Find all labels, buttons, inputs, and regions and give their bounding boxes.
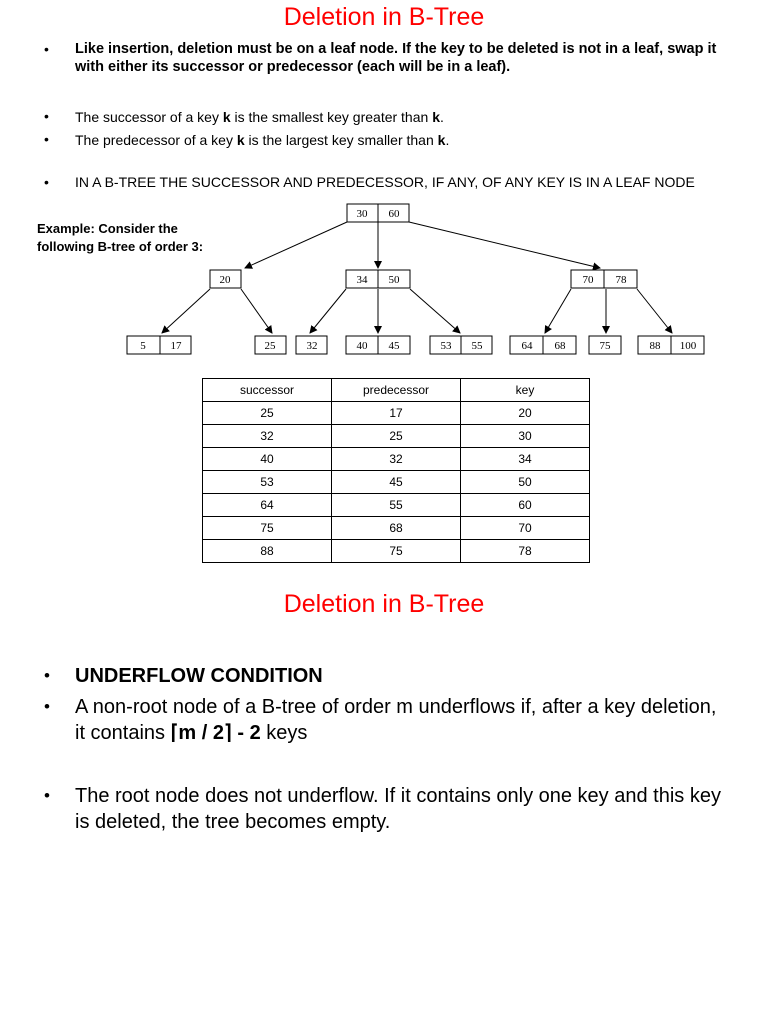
key-label: 88 xyxy=(649,340,661,352)
table-row xyxy=(203,494,590,517)
bullet-text-leaf-deletion: Like insertion, deletion must be on a leaf node. If the key to be deleted is not in a leaf, swap it with either its successor or predecessor (each will be in a leaf). xyxy=(75,41,717,75)
table-cell: 32 xyxy=(203,425,332,448)
bullet-text-root-node: The root node does not underflow. If it contains only one key and this key is deleted, the tree becomes empty. xyxy=(75,785,721,833)
key-label: 55 xyxy=(471,340,483,352)
example-caption: Example: Consider the following B-tree of order 3: xyxy=(37,221,204,254)
edge xyxy=(637,289,672,333)
column-header: successor xyxy=(203,379,332,402)
bullet-marker: • xyxy=(44,174,49,190)
bullet-text-underflow-heading: UNDERFLOW CONDITION xyxy=(75,665,323,687)
column-header: predecessor xyxy=(332,379,461,402)
table-cell: 25 xyxy=(332,425,461,448)
bullet-marker: • xyxy=(44,786,50,805)
key-label: 45 xyxy=(388,340,400,352)
table-row xyxy=(203,471,590,494)
table-cell: 75 xyxy=(203,517,332,540)
table-row xyxy=(203,425,590,448)
key-label: 30 xyxy=(356,208,368,220)
column-header: key xyxy=(461,379,590,402)
key-label: 20 xyxy=(219,274,231,286)
table-cell: 55 xyxy=(332,494,461,517)
key-label: 34 xyxy=(356,274,368,286)
table-cell: 70 xyxy=(461,517,590,540)
key-label: 68 xyxy=(554,340,566,352)
key-label: 60 xyxy=(388,208,400,220)
key-label: 5 xyxy=(140,340,146,352)
bullet-marker: • xyxy=(44,131,49,147)
slide-title: Deletion in B-Tree xyxy=(283,3,485,31)
edge xyxy=(310,289,346,333)
table-cell: 32 xyxy=(332,448,461,471)
key-label: 100 xyxy=(679,340,697,352)
edge xyxy=(162,289,210,333)
table-cell: 68 xyxy=(332,517,461,540)
table-cell: 30 xyxy=(461,425,590,448)
key-label: 78 xyxy=(615,274,627,286)
table-cell: 53 xyxy=(203,471,332,494)
key-label: 17 xyxy=(170,340,182,352)
bullet-marker: • xyxy=(44,108,49,124)
table-row xyxy=(203,540,590,563)
key-label: 53 xyxy=(440,340,452,352)
key-label: 32 xyxy=(306,340,318,352)
bullet-text-leaf-node: IN A B-TREE THE SUCCESSOR AND PREDECESSOR, IF ANY, OF ANY KEY IS IN A LEAF NODE xyxy=(75,174,695,190)
table-cell: 20 xyxy=(461,402,590,425)
slide-title: Deletion in B-Tree xyxy=(283,590,485,618)
btree-diagram xyxy=(0,200,768,365)
key-label: 25 xyxy=(264,340,276,352)
table-cell: 50 xyxy=(461,471,590,494)
bullet-marker: • xyxy=(44,666,50,685)
table-header-row xyxy=(203,379,590,402)
edge xyxy=(545,289,571,333)
key-label: 70 xyxy=(582,274,594,286)
table-row xyxy=(203,517,590,540)
key-label: 64 xyxy=(521,340,533,352)
table-cell: 40 xyxy=(203,448,332,471)
table-cell: 75 xyxy=(332,540,461,563)
table-cell: 78 xyxy=(461,540,590,563)
key-label: 50 xyxy=(388,274,400,286)
bullet-text-predecessor: The predecessor of a key k is the largest key smaller than k. xyxy=(75,132,450,148)
table-cell: 34 xyxy=(461,448,590,471)
table-cell: 64 xyxy=(203,494,332,517)
table-cell: 17 xyxy=(332,402,461,425)
bullet-marker: • xyxy=(44,697,50,716)
edge xyxy=(245,222,347,268)
bullet-text-successor: The successor of a key k is the smallest key greater than k. xyxy=(75,109,444,125)
bullet-text-underflow-rule: A non-root node of a B-tree of order m underflows if, after a key deletion, it contains ⌈m / 2⌉ - 2 keys xyxy=(75,696,717,744)
bullet-marker: • xyxy=(44,41,49,57)
table-row xyxy=(203,402,590,425)
successor-predecessor-table xyxy=(202,378,590,563)
table-cell: 45 xyxy=(332,471,461,494)
key-label: 75 xyxy=(599,340,611,352)
table-cell: 60 xyxy=(461,494,590,517)
table-cell: 25 xyxy=(203,402,332,425)
table-cell: 88 xyxy=(203,540,332,563)
edge xyxy=(241,289,272,333)
edge xyxy=(409,222,600,268)
key-label: 40 xyxy=(356,340,368,352)
edge xyxy=(410,289,460,333)
table-row xyxy=(203,448,590,471)
